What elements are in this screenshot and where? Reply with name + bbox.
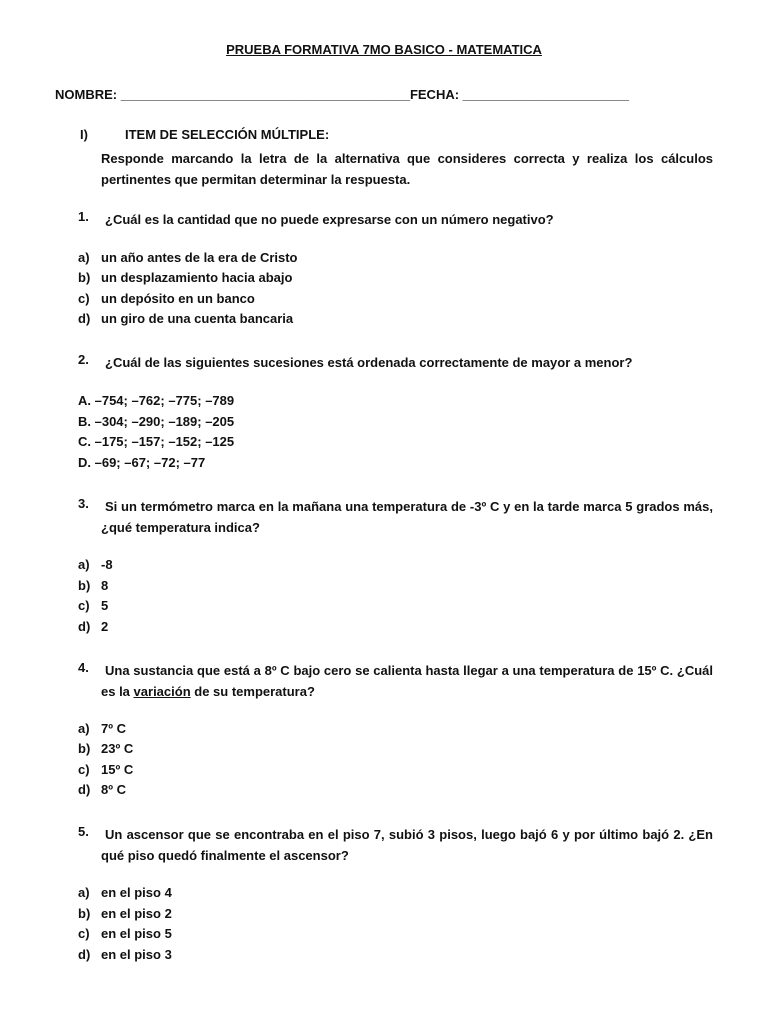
question-1-option-a-letter: a) [78, 250, 90, 265]
question-4-option-d: 8º C [101, 782, 126, 797]
question-1-option-c: un depósito en un banco [101, 291, 255, 306]
question-5-option-d: en el piso 3 [101, 947, 172, 962]
question-3-option-b-letter: b) [78, 578, 91, 593]
question-3-option-c-letter: c) [78, 598, 90, 613]
question-3-option-c: 5 [101, 598, 109, 613]
question-2-option-b: B. –304; –290; –189; –205 [78, 414, 235, 429]
question-4-underlined-word: variación [133, 684, 191, 699]
question-1-text: ¿Cuál es la cantidad que no puede expresarse con un número negativo? [105, 212, 554, 227]
question-2-option-a: A. –754; –762; –775; –789 [78, 393, 235, 408]
question-5-option-b: en el piso 2 [101, 906, 172, 921]
question-4-option-b: 23º C [101, 741, 134, 756]
question-1-number: 1. [78, 209, 89, 224]
question-3-number: 3. [78, 496, 89, 511]
question-4-option-a: 7º C [101, 721, 126, 736]
section-title: ITEM DE SELECCIÓN MÚLTIPLE: [125, 127, 330, 142]
question-1-option-c-letter: c) [78, 291, 90, 306]
question-5-option-a-letter: a) [78, 885, 90, 900]
fecha-label: FECHA: [409, 87, 460, 102]
fecha-blank: _______________________ [462, 87, 629, 102]
question-5-option-b-letter: b) [78, 906, 91, 921]
question-2-option-d: D. –69; –67; –72; –77 [78, 455, 206, 470]
section-number: I) [80, 127, 88, 142]
question-5-option-d-letter: d) [78, 947, 91, 962]
page-title: PRUEBA FORMATIVA 7MO BASICO - MATEMATICA [226, 42, 542, 57]
question-1-option-a: un año antes de la era de Cristo [101, 250, 298, 265]
question-2-number: 2. [78, 352, 89, 367]
question-4-option-a-letter: a) [78, 721, 90, 736]
question-1-option-d: un giro de una cuenta bancaria [101, 311, 294, 326]
question-4-option-c: 15º C [101, 762, 134, 777]
question-5-text: Un ascensor que se encontraba en el piso 7, subió 3 pisos, luego bajó 6 y por último bajó 2. ¿En qué piso quedó finalmente el ascensor? [101, 827, 713, 863]
question-3-option-d-letter: d) [78, 619, 91, 634]
question-3-option-a: -8 [101, 557, 113, 572]
question-5-option-a: en el piso 4 [101, 885, 172, 900]
question-4-option-d-letter: d) [78, 782, 91, 797]
question-4-number: 4. [78, 660, 89, 675]
question-3-option-d: 2 [101, 619, 109, 634]
nombre-label: NOMBRE: [55, 87, 118, 102]
nombre-blank: ________________________________________ [120, 87, 410, 102]
question-1-option-b: un desplazamiento hacia abajo [101, 270, 293, 285]
question-4-text: Una sustancia que está a 8º C bajo cero se calienta hasta llegar a una temperatura de 15º C. ¿Cuál es la variación de su temperatura? [101, 663, 713, 699]
question-5-option-c-letter: c) [78, 926, 90, 941]
question-5-number: 5. [78, 824, 89, 839]
question-3-option-a-letter: a) [78, 557, 90, 572]
question-4-option-b-letter: b) [78, 741, 91, 756]
section-instructions: Responde marcando la letra de la alternativa que consideres correcta y realiza los cálculos pertinentes que permitan determinar la respuesta. [101, 151, 713, 187]
question-3-option-b: 8 [101, 578, 109, 593]
question-2-option-c: C. –175; –157; –152; –125 [78, 434, 235, 449]
header-row [55, 87, 629, 102]
question-4-option-c-letter: c) [78, 762, 90, 777]
question-1-option-b-letter: b) [78, 270, 91, 285]
question-3-text: Si un termómetro marca en la mañana una temperatura de -3º C y en la tarde marca 5 grados más, ¿qué temperatura indica? [101, 499, 713, 535]
question-1-option-d-letter: d) [78, 311, 91, 326]
question-2-text: ¿Cuál de las siguientes sucesiones está ordenada correctamente de mayor a menor? [105, 355, 633, 370]
question-5-option-c: en el piso 5 [101, 926, 172, 941]
